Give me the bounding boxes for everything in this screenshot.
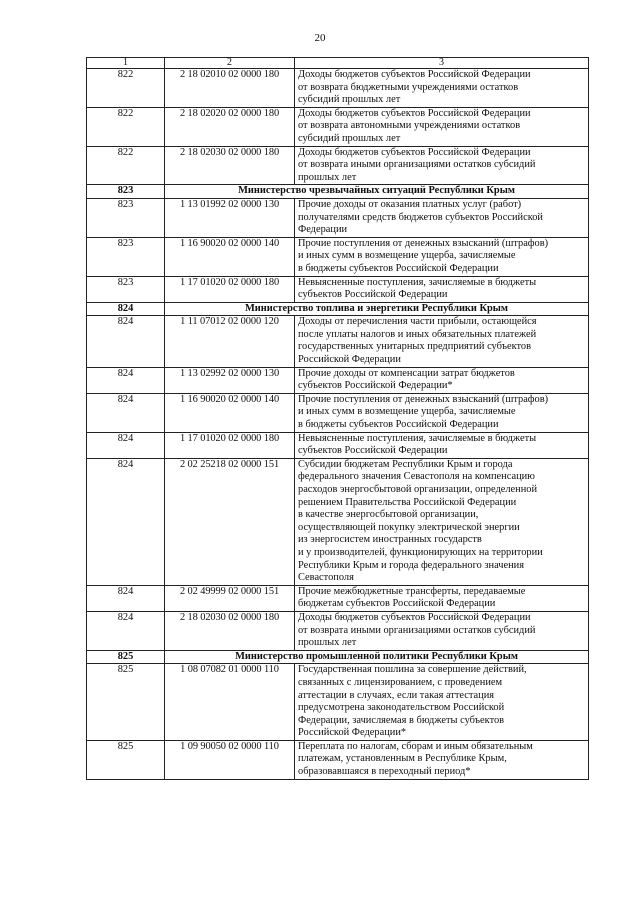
admin-code: 822 (87, 69, 165, 108)
budget-classification-code: 1 13 01992 02 0000 130 (165, 198, 295, 237)
description-line: образовавшаяся в переходный период* (298, 766, 471, 778)
budget-classification-code: 1 16 90020 02 0000 140 (165, 393, 295, 432)
description-line: прошлых лет (298, 171, 357, 183)
ministry-title: Министерство промышленной политики Республики Крым (165, 650, 589, 664)
budget-classification-code: 1 16 90020 02 0000 140 (165, 237, 295, 276)
revenue-description (295, 276, 589, 302)
admin-code: 822 (87, 107, 165, 146)
admin-code: 824 (87, 393, 165, 432)
admin-code: 824 (87, 316, 165, 367)
revenue-description (295, 611, 589, 650)
description-line: Федерации (298, 224, 348, 236)
description-line: Невыясненные поступления, зачисляемые в бюджеты (298, 276, 537, 288)
admin-code: 825 (87, 664, 165, 741)
ministry-header-row (87, 302, 589, 316)
description-line: бюджетам субъектов Российской Федерации (298, 598, 496, 610)
column-header-3: 3 (295, 58, 589, 69)
table-row (87, 107, 589, 146)
description-line: субъектов Российской Федерации (298, 445, 448, 457)
table-body (87, 69, 589, 780)
description-line: платежам, установленным в Республике Крым, (298, 753, 507, 765)
description-line: государственных унитарных предприятий субъектов (298, 341, 532, 353)
revenue-description (295, 740, 589, 779)
description-line: Севастополя (298, 572, 354, 584)
description-line: прошлых лет (298, 637, 357, 649)
admin-code: 824 (87, 585, 165, 611)
column-header-1: 1 (87, 58, 165, 69)
description-line: субъектов Российской Федерации (298, 289, 448, 301)
description-line: осуществляющей покупку электрической энергии (298, 521, 520, 533)
budget-classification-code: 1 17 01020 02 0000 180 (165, 276, 295, 302)
description-line: Доходы бюджетов субъектов Российской Федерации (298, 146, 531, 158)
ministry-title: Министерство чрезвычайных ситуаций Республики Крым (165, 185, 589, 199)
table-row (87, 276, 589, 302)
description-line: Федерации, зачисляемая в бюджеты субъектов (298, 714, 505, 726)
table-row (87, 432, 589, 458)
budget-classification-code: 1 09 90050 02 0000 110 (165, 740, 295, 779)
revenue-description (295, 107, 589, 146)
description-line: федерального значения Севастополя на компенсацию (298, 471, 535, 483)
page-number: 20 (314, 32, 326, 44)
table-row (87, 198, 589, 237)
budget-classification-code: 2 02 49999 02 0000 151 (165, 585, 295, 611)
table-row (87, 316, 589, 367)
revenue-description (295, 69, 589, 108)
admin-code: 824 (87, 367, 165, 393)
description-line: Прочие межбюджетные трансферты, передаваемые (298, 585, 526, 597)
admin-code: 823 (87, 198, 165, 237)
admin-code: 825 (87, 650, 165, 664)
revenue-description (295, 393, 589, 432)
budget-classification-code: 2 18 02030 02 0000 180 (165, 611, 295, 650)
admin-code: 824 (87, 302, 165, 316)
description-line: и иных сумм в возмещение ущерба, зачисляемые (298, 406, 516, 418)
description-line: аттестации в случаях, если такая аттестация (298, 689, 495, 701)
description-line: получателями средств бюджетов субъектов Российской (298, 211, 543, 223)
table-row (87, 458, 589, 585)
budget-classification-code: 1 11 07012 02 0000 120 (165, 316, 295, 367)
admin-code: 823 (87, 185, 165, 199)
description-line: Прочие поступления от денежных взысканий (штрафов) (298, 237, 549, 249)
description-line: связанных с лицензированием, с проведением (298, 676, 503, 688)
description-line: Доходы бюджетов субъектов Российской Федерации (298, 69, 531, 80)
admin-code: 824 (87, 458, 165, 585)
description-line: Доходы бюджетов субъектов Российской Федерации (298, 611, 531, 623)
description-line: расходов энергосбытовой организации, определенной (298, 484, 538, 495)
table-row (87, 237, 589, 276)
table-row (87, 740, 589, 779)
description-line: предусмотрена законодательством Российской (298, 702, 505, 714)
description-line: Субсидии бюджетам Республики Крым и города (298, 458, 513, 470)
description-line: в бюджеты субъектов Российской Федерации (298, 419, 499, 431)
revenue-description (295, 367, 589, 393)
revenue-classification-table (86, 57, 589, 780)
description-line: и у производителей, функционирующих на территории (298, 546, 543, 558)
ministry-title: Министерство топлива и энергетики Республики Крым (165, 302, 589, 316)
table-row (87, 585, 589, 611)
description-line: Переплата по налогам, сборам и иным обязательным (298, 740, 533, 752)
description-line: решением Правительства Российской Федерации (298, 496, 517, 508)
description-line: Доходы от перечисления части прибыли, остающейся (298, 316, 537, 328)
description-line: от возврата иными организациями остатков субсидий (298, 624, 536, 636)
description-line: от возврата бюджетными учреждениями остатков (298, 81, 519, 93)
admin-code: 823 (87, 237, 165, 276)
description-line: Прочие доходы от оказания платных услуг (работ) (298, 198, 522, 210)
description-line: Прочие доходы от компенсации затрат бюджетов (298, 367, 515, 379)
admin-code: 824 (87, 432, 165, 458)
table-row (87, 367, 589, 393)
admin-code: 822 (87, 146, 165, 185)
description-line: субсидий прошлых лет (298, 132, 401, 144)
description-line: в бюджеты субъектов Российской Федерации (298, 262, 499, 274)
description-line: в качестве энергосбытовой организации, (298, 509, 479, 521)
description-line: Государственная пошлина за совершение действий, (298, 664, 527, 676)
revenue-description (295, 237, 589, 276)
budget-classification-code: 1 08 07082 01 0000 110 (165, 664, 295, 741)
description-line: Прочие поступления от денежных взысканий (штрафов) (298, 393, 549, 405)
budget-classification-code: 2 18 02020 02 0000 180 (165, 107, 295, 146)
revenue-description (295, 458, 589, 585)
ministry-header-row (87, 650, 589, 664)
budget-classification-code: 1 17 01020 02 0000 180 (165, 432, 295, 458)
table-row (87, 393, 589, 432)
description-line: Российской Федерации (298, 354, 401, 366)
table-row (87, 611, 589, 650)
budget-classification-code: 2 02 25218 02 0000 151 (165, 458, 295, 585)
description-line: от возврата автономными учреждениями остатков (298, 120, 521, 132)
table-row (87, 664, 589, 741)
ministry-header-row (87, 185, 589, 199)
description-line: Невыясненные поступления, зачисляемые в бюджеты (298, 432, 537, 444)
description-line: Российской Федерации* (298, 727, 407, 739)
description-line: Доходы бюджетов субъектов Российской Федерации (298, 107, 531, 119)
description-line: после уплаты налогов и иных обязательных платежей (298, 328, 537, 340)
admin-code: 824 (87, 611, 165, 650)
description-line: от возврата иными организациями остатков субсидий (298, 159, 536, 171)
column-header-2: 2 (165, 58, 295, 69)
description-line: из энергосистем иностранных государств (298, 534, 482, 546)
revenue-description (295, 198, 589, 237)
description-line: субсидий прошлых лет (298, 94, 401, 106)
budget-classification-code: 2 18 02010 02 0000 180 (165, 69, 295, 108)
revenue-description (295, 664, 589, 741)
revenue-description (295, 316, 589, 367)
revenue-description (295, 432, 589, 458)
revenue-description (295, 585, 589, 611)
admin-code: 825 (87, 740, 165, 779)
table-row (87, 69, 589, 108)
description-line: Республики Крым и города федерального значения (298, 559, 525, 571)
budget-classification-code: 2 18 02030 02 0000 180 (165, 146, 295, 185)
table-row (87, 146, 589, 185)
table-header-row (87, 58, 589, 69)
description-line: и иных сумм в возмещение ущерба, зачисляемые (298, 250, 516, 262)
description-line: субъектов Российской Федерации* (298, 380, 453, 392)
budget-classification-code: 1 13 02992 02 0000 130 (165, 367, 295, 393)
admin-code: 823 (87, 276, 165, 302)
revenue-description (295, 146, 589, 185)
